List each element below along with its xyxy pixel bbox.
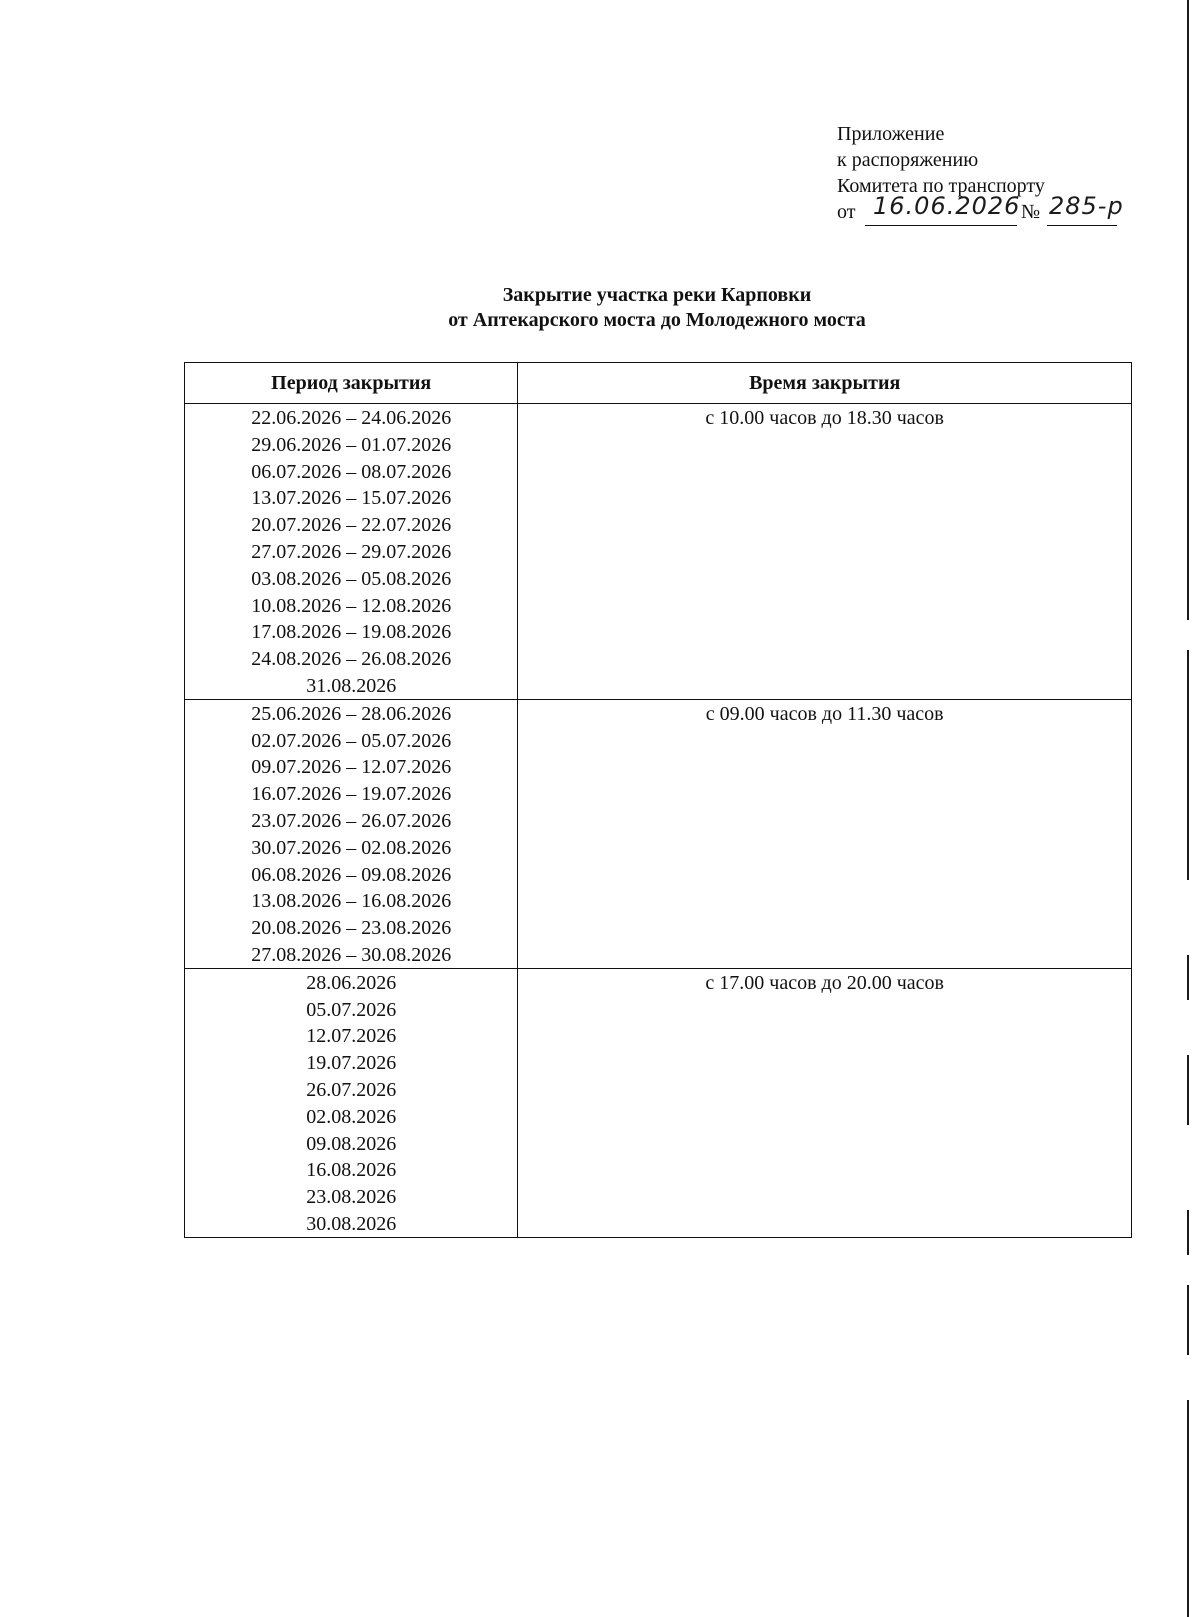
time-column-header: Время закрытия bbox=[518, 363, 1132, 404]
table-header-row bbox=[185, 363, 1132, 404]
date-range: 30.07.2026 – 02.08.2026 bbox=[251, 836, 452, 859]
number-prefix: № bbox=[1021, 201, 1041, 223]
scan-edge-line bbox=[1187, 1210, 1189, 1255]
scan-edge-line bbox=[1187, 1055, 1189, 1125]
scan-edge-line bbox=[1187, 1285, 1189, 1355]
document-title bbox=[0, 283, 1200, 333]
date-range: 03.08.2026 – 05.08.2026 bbox=[251, 567, 452, 590]
time-cell: с 10.00 часов до 18.30 часов bbox=[518, 404, 1132, 700]
date-underline bbox=[865, 192, 1021, 226]
date-range: 20.08.2026 – 23.08.2026 bbox=[251, 917, 452, 940]
date-range: 25.06.2026 – 28.06.2026 bbox=[251, 702, 452, 725]
date-range: 13.08.2026 – 16.08.2026 bbox=[251, 890, 452, 913]
date-range: 28.06.2026 bbox=[306, 971, 397, 994]
date-range: 10.08.2026 – 12.08.2026 bbox=[251, 594, 452, 617]
table-row bbox=[185, 699, 1132, 968]
date-range: 06.08.2026 – 09.08.2026 bbox=[251, 863, 452, 886]
scan-edge-line bbox=[1187, 650, 1189, 880]
date-range: 23.07.2026 – 26.07.2026 bbox=[251, 809, 452, 832]
scan-edge-line bbox=[1187, 1400, 1189, 1617]
attachment-order-label: к распоряжению bbox=[837, 149, 979, 171]
date-range: 16.07.2026 – 19.07.2026 bbox=[251, 783, 452, 806]
date-range: 29.06.2026 – 01.07.2026 bbox=[251, 433, 452, 456]
date-range: 20.07.2026 – 22.07.2026 bbox=[251, 514, 452, 537]
closure-schedule-table bbox=[184, 362, 1132, 1238]
time-cell: с 17.00 часов до 20.00 часов bbox=[518, 968, 1132, 1237]
date-range: 13.07.2026 – 15.07.2026 bbox=[251, 487, 452, 510]
time-cell: с 09.00 часов до 11.30 часов bbox=[518, 699, 1132, 968]
date-range: 02.08.2026 bbox=[306, 1105, 397, 1128]
date-range: 27.07.2026 – 29.07.2026 bbox=[251, 540, 452, 563]
scan-edge-line bbox=[1187, 955, 1189, 1000]
table-row bbox=[185, 404, 1132, 700]
date-range: 19.07.2026 bbox=[306, 1052, 397, 1075]
period-cell bbox=[185, 404, 518, 700]
date-range: 09.07.2026 – 12.07.2026 bbox=[251, 756, 452, 779]
handwritten-date: 16.06.2026 bbox=[873, 192, 1021, 220]
date-range: 02.07.2026 – 05.07.2026 bbox=[251, 729, 452, 752]
date-range: 23.08.2026 bbox=[306, 1186, 397, 1209]
date-range: 05.07.2026 bbox=[306, 998, 397, 1021]
period-cell bbox=[185, 699, 518, 968]
order-date-number-line bbox=[837, 192, 1124, 227]
date-range: 12.07.2026 bbox=[306, 1025, 397, 1048]
date-range: 16.08.2026 bbox=[306, 1159, 397, 1182]
date-range: 24.08.2026 – 26.08.2026 bbox=[251, 648, 452, 671]
number-underline bbox=[1047, 192, 1124, 226]
attachment-header bbox=[837, 121, 1124, 227]
attachment-label: Приложение bbox=[837, 123, 945, 145]
date-range: 26.07.2026 bbox=[306, 1078, 397, 1101]
date-range: 30.08.2026 bbox=[306, 1212, 397, 1235]
date-range: 31.08.2026 bbox=[306, 674, 397, 697]
date-range: 27.08.2026 – 30.08.2026 bbox=[251, 943, 452, 966]
attachment-committee-label: Комитета по транспорту bbox=[837, 175, 1045, 197]
date-range: 06.07.2026 – 08.07.2026 bbox=[251, 460, 452, 483]
period-column-header: Период закрытия bbox=[185, 363, 518, 404]
table-row bbox=[185, 968, 1132, 1237]
period-cell bbox=[185, 968, 518, 1237]
date-range: 22.06.2026 – 24.06.2026 bbox=[251, 407, 452, 429]
date-prefix: от bbox=[837, 201, 856, 223]
handwritten-number: 285-р bbox=[1049, 192, 1124, 220]
date-range: 09.08.2026 bbox=[306, 1132, 397, 1155]
document-title-line1: Закрытие участка реки Карповки bbox=[502, 284, 812, 306]
document-title-line2: от Аптекарского моста до Молодежного моста bbox=[448, 309, 866, 331]
date-range: 17.08.2026 – 19.08.2026 bbox=[251, 621, 452, 644]
